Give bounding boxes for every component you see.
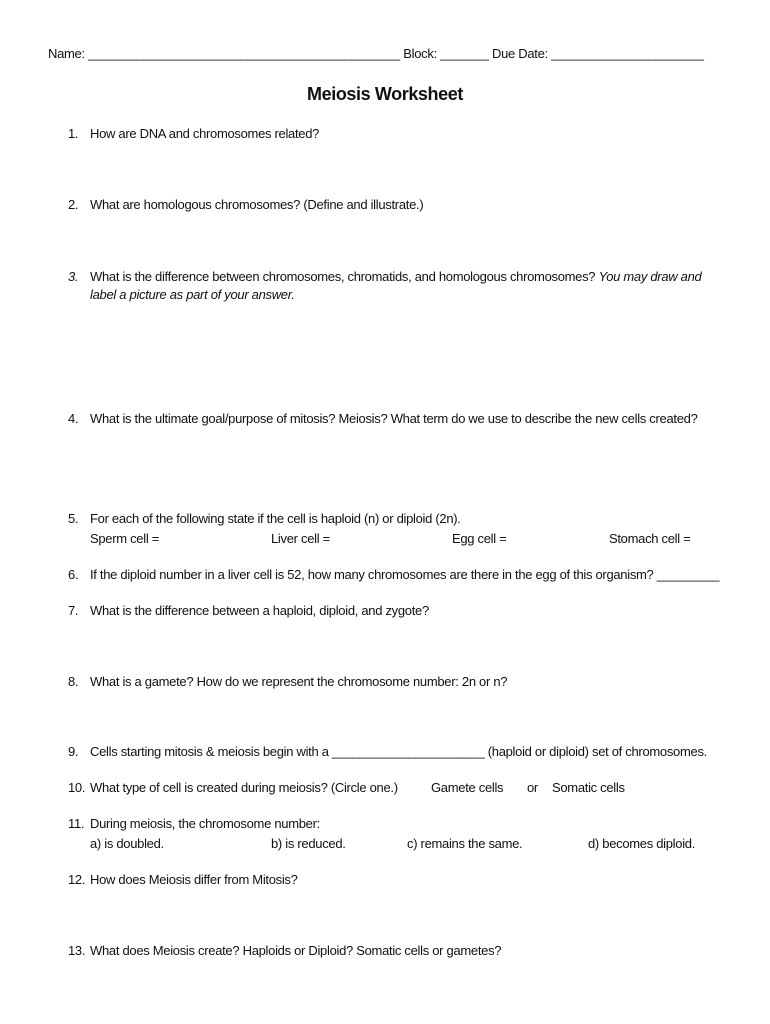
question-5 bbox=[68, 510, 728, 548]
stomach-cell-label: Stomach cell = bbox=[609, 531, 691, 546]
question-number: 13. bbox=[68, 943, 86, 958]
question-number: 11. bbox=[68, 816, 85, 831]
question-number: 9. bbox=[68, 744, 79, 759]
sperm-cell-label: Sperm cell = bbox=[90, 531, 160, 546]
option-a[interactable]: a) is doubled. bbox=[90, 836, 164, 851]
question-6 bbox=[68, 566, 728, 584]
question-7 bbox=[68, 602, 728, 620]
question-text: For each of the following state if the cell is haploid (n) or diploid (2n). bbox=[90, 511, 461, 526]
question-text: During meiosis, the chromosome number: bbox=[90, 816, 320, 831]
question-text: Cells starting mitosis & meiosis begin with a ______________________ (haploid or diploid) set of chromosomes. bbox=[90, 744, 707, 759]
question-number: 2. bbox=[68, 197, 79, 212]
block-label: Block: bbox=[403, 46, 437, 61]
liver-cell-label: Liver cell = bbox=[271, 531, 330, 546]
answer-options bbox=[90, 835, 728, 853]
question-4 bbox=[68, 410, 728, 428]
page-title: Meiosis Worksheet bbox=[307, 84, 463, 104]
option-c[interactable]: c) remains the same. bbox=[407, 836, 523, 851]
question-text: How are DNA and chromosomes related? bbox=[90, 126, 320, 141]
block-blank[interactable]: _______ bbox=[440, 46, 489, 61]
option-d[interactable]: d) becomes diploid. bbox=[588, 836, 696, 851]
question-number: 1. bbox=[68, 126, 79, 141]
student-info-header bbox=[48, 46, 728, 61]
question-number: 3. bbox=[68, 269, 79, 284]
question-text: What is the difference between a haploid, diploid, and zygote? bbox=[90, 603, 429, 618]
question-12 bbox=[68, 871, 728, 889]
question-text: What is a gamete? How do we represent the chromosome number: 2n or n? bbox=[90, 674, 508, 689]
question-9 bbox=[68, 743, 728, 761]
question-number: 8. bbox=[68, 674, 79, 689]
question-text: If the diploid number in a liver cell is 52, how many chromosomes are there in the egg of this organism? _________ bbox=[90, 567, 720, 582]
name-blank[interactable]: _____________________________________________ bbox=[88, 46, 400, 61]
option-b[interactable]: b) is reduced. bbox=[271, 836, 346, 851]
question-1 bbox=[68, 125, 728, 143]
question-text: How does Meiosis differ from Mitosis? bbox=[90, 872, 298, 887]
question-text: What does Meiosis create? Haploids or Diploid? Somatic cells or gametes? bbox=[90, 943, 502, 958]
question-8 bbox=[68, 673, 728, 691]
question-number: 7. bbox=[68, 603, 79, 618]
question-number: 6. bbox=[68, 567, 79, 582]
due-date-label: Due Date: bbox=[492, 46, 548, 61]
question-text bbox=[90, 268, 728, 304]
question-3 bbox=[68, 268, 728, 304]
question-number: 12. bbox=[68, 872, 86, 887]
question-text-instruction: You may draw and label a picture as part of your answer. bbox=[90, 269, 702, 302]
name-label: Name: bbox=[48, 46, 85, 61]
egg-cell-label: Egg cell = bbox=[452, 531, 507, 546]
question-text: What is the ultimate goal/purpose of mitosis? Meiosis? What term do we use to describe the new cells created? bbox=[90, 411, 698, 426]
question-10 bbox=[68, 779, 728, 797]
question-text-main: What is the difference between chromosomes, chromatids, and homologous chromosomes? bbox=[90, 269, 599, 284]
question-number: 5. bbox=[68, 511, 79, 526]
question-number: 4. bbox=[68, 411, 79, 426]
question-number: 10. bbox=[68, 780, 86, 795]
question-text-row bbox=[90, 779, 728, 797]
question-13 bbox=[68, 942, 728, 960]
question-text: What type of cell is created during meiosis? (Circle one.) bbox=[90, 780, 398, 795]
question-text: What are homologous chromosomes? (Define and illustrate.) bbox=[90, 197, 424, 212]
question-11 bbox=[68, 815, 728, 853]
somatic-cells-option[interactable]: Somatic cells bbox=[552, 780, 625, 795]
gamete-cells-option[interactable]: Gamete cells bbox=[431, 780, 504, 795]
question-2 bbox=[68, 196, 728, 214]
or-label: or bbox=[527, 780, 538, 795]
cell-type-options bbox=[90, 530, 728, 548]
due-date-blank[interactable]: ______________________ bbox=[551, 46, 704, 61]
